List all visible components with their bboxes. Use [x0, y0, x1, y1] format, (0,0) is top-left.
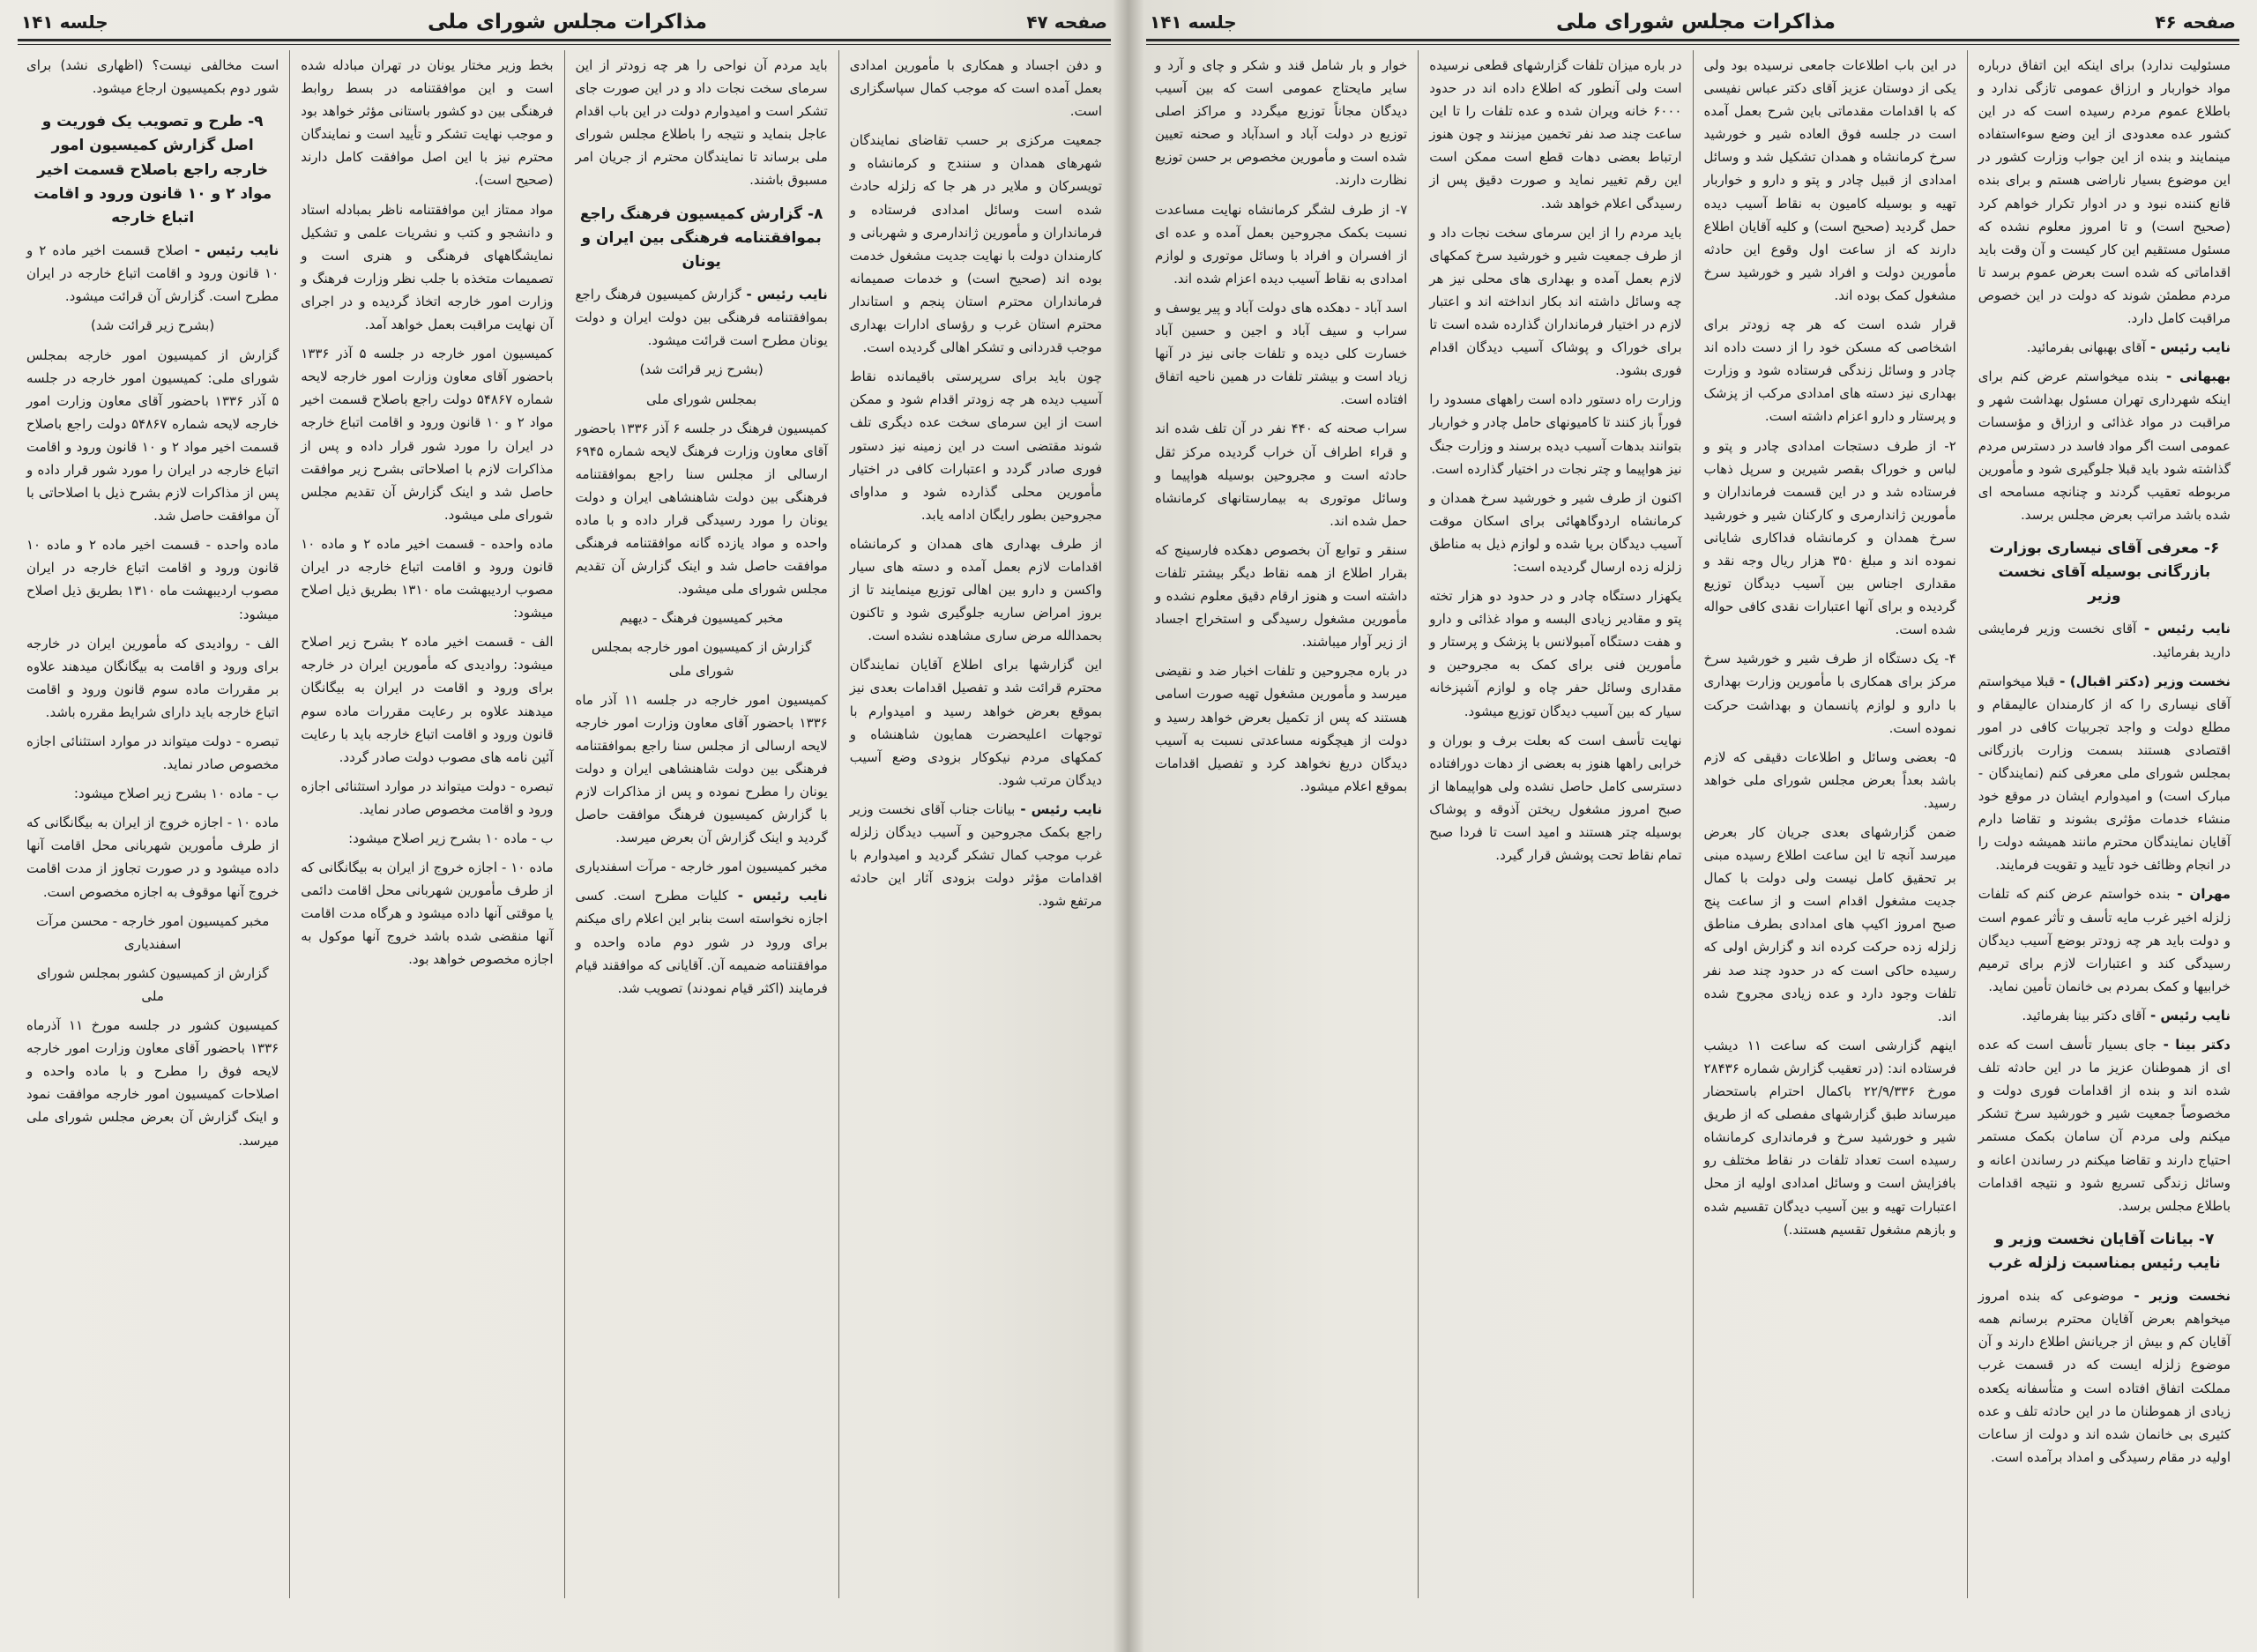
speaker-paragraph: بهبهانی - بنده میخواستم عرض کنم برای اینکه شهرداری تهران مسئول بهداشت شهر و مراقبت در مواد غذائی و ارزاق و مؤسسات عمومی است اگر مواد فاسد در دسترس مردم گذاشته شود باید قبلا جلوگیری شود و مأمورین مربوطه تعقیب گردند و چنانچه مسامحه ای شده باشد مراتب بعرض مجلس برسد. — [1978, 368, 2231, 523]
text-block: در باره میزان تلفات گزارشهای قطعی نرسیده است ولی آنطور که اطلاع داده اند در حدود ۶۰۰۰ خانه ویران شده و عده تلفات را تا این ساعت چند صد نفر تخمین میزنند و چون هنوز ارتباط بعضی دهات قطع است ممکن است این رقم تغییر نماید و صورت دقیق پس از رسیدگی اعلام خواهد شد. — [1429, 57, 1682, 212]
text-block: اسد آباد - دهکده های دولت آباد و پیر یوسف و سراب و سیف آباد و اجین و حسین آباد خسارت کلی دیده و تلفات جانی نیز در آنها زیاد است و بیشتر تلفات در همین ناحیه اتفاق افتاده است. — [1155, 299, 1408, 408]
text-block: ماده ۱۰ - اجازه خروج از ایران به بیگانگانی که از طرف مأمورین شهربانی محل اقامت آنها داده میشود و در صورت تجاوز از مدت اقامت خروج آنها موقوف به اجازه مخصوص است. — [26, 815, 279, 900]
text-block: ۲- از طرف دستجات امدادی چادر و پتو و لباس و خوراک بقصر شیرین و سرپل ذهاب فرستاده شد و در این قسمت فرمانداران و مأمورین ژاندارمری و کارکنان شیر و خورشید سرخ همدان و کرمانشاه فداکاری شایانی نموده اند و مبلغ ۳۵۰ هزار ریال وجه نقد و مقداری اجناس بین آسیب دیدگان توزیع گردیده و برای آنها اعتبارات نقدی کافی حواله شده است. — [1703, 437, 1956, 638]
speaker-name: مهران - — [2170, 886, 2231, 903]
masthead-title-right: مذاکرات مجلس شورای ملی — [1556, 11, 1836, 33]
text-block: نهایت تأسف است که بعلت برف و بوران و خرابی راهها هنوز به بعضی از دهات دورافتاده دسترسی کامل حاصل نشده ولی هواپیماها از صبح امروز مشغول ریختن آذوقه و پوشاک بوسیله چتر هستند و امید است تا فردا صبح تمام نقاط تحت پوشش قرار گیرد. — [1429, 732, 1682, 864]
text-block: و دفن اجساد و همکاری با مأمورین امدادی بعمل آمده است که موجب کمال سپاسگزاری است. — [849, 57, 1102, 120]
speaker-name: نایب رئیس - — [188, 242, 279, 259]
session-label-right: جلسه ۱۴۱ — [1150, 11, 1237, 33]
speaker-paragraph: نایب رئیس - آقای بهبهانی بفرمائید. — [2026, 339, 2231, 356]
text-block: اکنون از طرف شیر و خورشید سرخ همدان و کرمانشاه اردوگاههائی برای اسکان موقت آسیب دیدگان برپا شده و لوازم ذیل به مناطق زلزله زده ارسال گردیده است: — [1429, 489, 1682, 575]
page-number-right: صفحه ۴۶ — [2155, 11, 2236, 33]
text-column — [16, 50, 289, 1598]
text-block: سراب صحنه که ۴۴۰ نفر در آن تلف شده اند و قراء اطراف آن خراب گردیده مرکز ثقل حادثه است و مجروحین بوسیله هواپیما و وسائل موتوری به بیمارستانهای کرمانشاه حمل شده اند. — [1155, 420, 1408, 529]
text-block: یکهزار دستگاه چادر و در حدود دو هزار تخته پتو و مقادیر زیادی البسه و مواد غذائی و دارو و هفت دستگاه آمبولانس با پزشک و پرستار و مأمورین فنی برای کمک به مجروحین و مقداری وسائل حفر چاه و لوازم آشپزخانه سیار که بین آسیب دیدگان توزیع میشود. — [1429, 588, 1682, 719]
speaker-paragraph: مهران - بنده خواستم عرض کنم که تلفات زلزله اخیر غرب مایه تأسف و تأثر عموم است و دولت باید هر چه زودتر بوضع آسیب دیدگان رسیدگی کند و اعتبارات لازم برای ترمیم خرابیها و کمک بمردم بی خانمان تأمین نماید. — [1978, 886, 2231, 994]
centered-line: (بشرح زیر قرائت شد) — [639, 361, 764, 378]
speaker-name: نایب رئیس - — [2145, 1007, 2231, 1023]
text-block: است مخالفی نیست؟ (اظهاری نشد) برای شور دوم بکمیسیون ارجاع میشود. — [26, 57, 279, 97]
text-column — [1967, 50, 2241, 1598]
text-block: خوار و بار شامل قند و شکر و چای و آرد و سایر مایحتاج عمومی است که بین آسیب دیدگان مجاناً توزیع میگردد و مراکز اصلی توزیع در دولت آباد و اسدآباد و صحنه تعیین شده است و مأمورین مخصوص بر حسن توزیع نظارت دارند. — [1155, 57, 1408, 189]
header-rule-right — [1146, 39, 2239, 45]
text-block: در باره مجروحین و تلفات اخبار ضد و نقیضی میرسد و مأمورین مشغول تهیه صورت اسامی هستند که پس از تکمیل بعرض خواهد رسید و دولت از هیچگونه مساعدتی نسبت به آسیب دیدگان دریغ نخواهد کرد و تفصیل اقدامات بموقع اعلام میشود. — [1155, 663, 1408, 794]
text-block: ب - ماده ۱۰ بشرح زیر اصلاح میشود: — [73, 785, 279, 802]
centered-line: (بشرح زیر قرائت شد) — [91, 317, 215, 334]
text-block: الف - روادیدی که مأمورین ایران در خارجه برای ورود و اقامت به بیگانگان میدهند علاوه بر مقررات ماده سوم قانون ورود و اقامت اتباع خارجه باید دارای شرایط مقرره باشد. — [26, 635, 279, 720]
speaker-paragraph: نخست وزیر (دکتر اقبال) - قبلا میخواستم آقای نیساری را که از کارمندان عالیمقام و مطلع دولت و واجد تجربیات کافی در امور اقتصادی هستند بسمت وزارت بازرگانی بمجلس شورای ملی معرفی کنم (نمایندگان - مبارک است) و امیدوارم ایشان در موقع خود منشاء خدمات مؤثری بشوند و تقاضا دارم آقایان نمایندگان محترم مانند همیشه دولت را در انجام وظائف خود تأیید و تقویت فرمایند. — [1978, 673, 2231, 874]
speaker-name: نایب رئیس - — [2136, 621, 2231, 637]
page-header-left — [16, 9, 1113, 39]
speaker-paragraph: نایب رئیس - بیانات جناب آقای نخست وزیر راجع بکمک مجروحین و آسیب دیدگان زلزله غرب موجب کمال تشکر گردید و امیدوارم با اقدامات مؤثر دولت بزودی آثار این حادثه مرتفع شود. — [849, 800, 1102, 910]
text-column — [1693, 50, 1967, 1598]
text-block: ۵- بعضی وسائل و اطلاعات دقیقی که لازم باشد بعداً بعرض مجلس شورای ملی خواهد رسید. — [1703, 748, 1956, 811]
section-heading: ۹- طرح و تصویب یک فوریت و اصل گزارش کمیسیون امور خارجه راجع باصلاح قسمت اخیر مواد ۲ و ۱۰ قانون ورود و اقامت اتباع خارجه — [34, 113, 272, 227]
text-block: کمیسیون فرهنگ در جلسه ۶ آذر ۱۳۳۶ باحضور آقای معاون وزارت فرهنگ لایحه شماره ۶۹۴۵ ارسالی از مجلس سنا راجع بموافقتنامه فرهنگی بین دولت شاهنشاهی ایران و دولت یونان را مورد رسیدگی قرار داده و با ماده واحده و مواد یازده گانه موافقتنامه فرهنگی موافقت حاصل شد و اینک گزارش آن تقدیم مجلس شورای ملی میشود. — [575, 420, 828, 598]
speaker-name: نایب رئیس - — [1015, 800, 1102, 817]
text-block: این گزارشها برای اطلاع آقایان نمایندگان محترم قرائت شد و تفصیل اقدامات بعدی نیز بموقع بعرض خواهد رسید و امیدوارم با توجهات اعلیحضرت همایون شاهنشاه و کمکهای مردم نیکوکار بزودی وضع آسیب دیدگان مرتب شود. — [849, 657, 1102, 788]
page-header-right — [1144, 9, 2241, 39]
text-block: سنقر و توابع آن بخصوص دهکده فارسینج که بقرار اطلاع از همه نقاط دیگر بیشتر تلفات داشته است و هنوز ارقام دقیق معلوم نشده و مأمورین مشغول رسیدگی و استخراج اجساد از زیر آوار میباشند. — [1155, 541, 1408, 651]
text-block: چون باید برای سرپرستی باقیمانده نقاط آسیب دیده هر چه زودتر اقدام شود و ممکن است از این سرمای سخت عده دیگری تلف شوند مقتضی است در این زمینه نیز دستور فوری صادر گردد و اعتبارات کافی در اختیار مأمورین محلی گذارده شود و مداوای مجروحین بطور رایگان ادامه یابد. — [849, 368, 1102, 523]
text-block: کمیسیون کشور در جلسه مورخ ۱۱ آذرماه ۱۳۳۶ باحضور آقای معاون وزارت امور خارجه لایحه فوق را مطرح و با ماده واحده و اصلاحات کمیسیون امور خارجه موافقت نمود و اینک گزارش آن بعرض مجلس شورای ملی میرسد. — [26, 1017, 279, 1149]
speaker-name: نایب رئیس - — [728, 888, 828, 904]
speaker-paragraph: نایب رئیس - کلیات مطرح است. کسی اجازه نخواسته است بنابر این اعلام رای میکنم برای ورود در شور دوم ماده واحده و موافقتنامه ضمیمه آن. آقایانی که موافقند قیام فرمایند (اکثر قیام نمودند) تصویب شد. — [575, 888, 828, 996]
text-block: تبصره - دولت میتواند در موارد استثنائی اجازه مخصوص صادر نماید. — [26, 733, 279, 773]
speaker-paragraph: دکتر بینا - جای بسیار تأسف است که عده ای از هموطنان عزیز ما در این حادثه تلف شده اند و بنده از اقدامات فوری دولت و مخصوصاً جمعیت شیر و خورشید سرخ تشکر میکنم ولی مردم آن سامان بکمک مستمر احتیاج دارند و تقاضا میکنم در رساندن اعانه و وسائل زندگی تسریع شود و نتیجه اقدامات باطلاع مجلس برسد. — [1978, 1037, 2231, 1214]
text-block: کمیسیون امور خارجه در جلسه ۱۱ آذر ماه ۱۳۳۶ باحضور آقای معاون وزارت امور خارجه لایحه ارسالی از مجلس سنا راجع بموافقتنامه فرهنگی بین دولت شاهنشاهی ایران و دولت یونان را مطرح نموده و پس از مذاکرات لازم با گزارش کمیسیون فرهنگ موافقت حاصل گردید و اینک گزارش آن بعرض میرسد. — [575, 691, 828, 846]
centered-line: گزارش از کمیسیون امور خارجه بمجلس شورای ملی — [591, 639, 812, 679]
centered-line: بمجلس شورای ملی — [646, 391, 757, 407]
session-label-left: جلسه ۱۴۱ — [21, 11, 108, 33]
speaker-name: نایب رئیس - — [741, 286, 828, 303]
text-column — [1418, 50, 1692, 1598]
speaker-name: نخست وزیر (دکتر اقبال) - — [2054, 673, 2231, 689]
section-heading: ۷- بیانات آقایان نخست وزیر و نایب رئیس بمناسبت زلزله غرب — [1988, 1230, 2221, 1272]
columns-left — [16, 50, 1113, 1598]
page-right — [1128, 0, 2257, 1652]
speaker-name: نخست وزیر - — [2123, 1288, 2231, 1305]
text-column — [564, 50, 838, 1598]
text-column — [838, 50, 1113, 1598]
text-block: مسئولیت ندارد) برای اینکه این اتفاق درباره مواد خواربار و ارزاق عمومی تازگی ندارد و باطلاع عموم مردم رسیده است که در این کشور عده معدودی از این وضع سوءاستفاده مینمایند و بنده از این جواب وزارت کشور در این موضوع بسیار ناراضی هستم و برای بنده قانع کننده نبود و در ادوار تکرار خواهم کرد (صحیح است) و تا امروز معلوم نشده که مسئول مستقیم این کار کیست و آن وقت باید اقداماتی که شده است بعرض عموم برسد تا مردم مطمئن شوند که دولت در این خصوص مراقبت کامل دارد. — [1978, 57, 2231, 327]
speaker-paragraph: نخست وزیر - موضوعی که بنده امروز میخواهم بعرض آقایان محترم برسانم همه آقایان کم و بیش از جریانش اطلاع دارند و آن موضوع زلزله ایست که در قسمت غرب مملکت اتفاق افتاده است و متأسفانه یکعده زیادی از هموطنان ما در این حادثه تلف و عده کثیری بی خانمان شده اند و دولت از ساعات اولیه در مقام رسیدگی و امداد برآمده است. — [1978, 1288, 2231, 1465]
text-block: ماده واحده - قسمت اخیر ماده ۲ و ماده ۱۰ قانون ورود و اقامت اتباع خارجه در ایران مصوب اردیبهشت ماه ۱۳۱۰ بطریق ذیل اصلاح میشود: — [26, 537, 279, 622]
text-block: باید مردم را از این سرمای سخت نجات داد و از طرف جمعیت شیر و خورشید سرخ کمکهای لازم بعمل آمده و بهداری های محلی نیز هر چه وسائل داشته اند بکار انداخته اند و اعتبار لازم در اختیار فرمانداران گذارده شده است تا برای خوراک و پوشاک آسیب دیدگان اقدام فوری بشود. — [1429, 224, 1682, 379]
text-block: ماده ۱۰ - اجازه خروج از ایران به بیگانگانی که از طرف مأمورین شهربانی محل اقامت دائمی یا موقتی آنها داده میشود و هرگاه مدت اقامت آنها منقضی شده باشد خروج آنها موکول به اجازه مخصوص خواهد بود. — [301, 859, 554, 968]
text-block: از طرف بهداری های همدان و کرمانشاه اقدامات لازم بعمل آمده و دسته های سیار واکسن و دارو بین اهالی توزیع مینمایند تا از بروز امراض ساریه جلوگیری شود و تاکنون بحمدالله مرض ساری مشاهده نشده است. — [849, 535, 1102, 644]
text-block: ۴- یک دستگاه از طرف شیر و خورشید سرخ مرکز برای همکاری با مأمورین وزارت بهداری با دارو و لوازم پانسمان و بهداشت حرکت نموده است. — [1703, 651, 1956, 736]
masthead-title-left: مذاکرات مجلس شورای ملی — [428, 11, 707, 33]
text-block: گزارش از کمیسیون امور خارجه بمجلس شورای ملی: کمیسیون امور خارجه در جلسه ۵ آذر ۱۳۳۶ باحضور آقای معاون وزارت امور خارجه لایحه شماره ۵۴۸۶۷ دولت راجع باصلاح قسمت اخیر مواد ۲ و ۱۰ قانون ورود و اقامت اتباع خارجه در ایران را مورد شور قرار داده و پس از مذاکرات لازم بشرح ذیل با اصلاحاتی با آن موافقت حاصل شد. — [26, 346, 279, 525]
text-block: اینهم گزارشی است که ساعت ۱۱ دیشب فرستاده اند: (در تعقیب گزارش شماره ۲۸۴۳۶ مورخ ۲۲/۹/۳۳۶ باکمال احترام باستحضار میرساند طبق گزارشهای مفصلی که از طریق شیر و خورشید سرخ و فرمانداری کرمانشاه رسیده است تعداد تلفات در نقاط مختلف رو بافزایش است و وسائل امدادی اولیه از محل اعتبارات تهیه و بین آسیب دیدگان تقسیم شده و بازهم مشغول تقسیم هستند.) — [1703, 1037, 1956, 1238]
speaker-name: دکتر بینا - — [2156, 1037, 2231, 1053]
speaker-paragraph: نایب رئیس - اصلاح قسمت اخیر ماده ۲ و ۱۰ قانون ورود و اقامت اتباع خارجه در ایران مطرح است. گزارش آن قرائت میشود. — [26, 242, 279, 305]
section-heading: ۶- معرفی آقای نیساری بوزارت بازرگانی بوسیله آقای نخست وزیر — [1989, 539, 2220, 606]
text-block: تبصره - دولت میتواند در موارد استثنائی اجازه ورود و اقامت مخصوص صادر نماید. — [301, 778, 554, 817]
text-block: بخط وزیر مختار یونان در تهران مبادله شده است و این موافقتنامه در بسط روابط فرهنگی بین دو کشور باستانی مؤثر خواهد بود و موجب نهایت تشکر و تأیید است و نمایندگان محترم نیز با این اصل موافقت کامل دارند (صحیح است). — [301, 57, 554, 189]
section-heading: ۸- گزارش کمیسیون فرهنگ راجع بموافقتنامه فرهنگی بین ایران و یونان — [579, 205, 823, 271]
text-block: الف - قسمت اخیر ماده ۲ بشرح زیر اصلاح میشود: روادیدی که مأمورین ایران در خارجه برای ورود و اقامت در ایران به بیگانگان میدهند علاوه بر رعایت مقررات ماده سوم قانون ورود و اقامت اتباع خارجه باید با رعایت آئین نامه های مصوب دولت صادر گردد. — [301, 634, 554, 765]
page-number-left: صفحه ۴۷ — [1026, 11, 1107, 33]
speaker-paragraph: نایب رئیس - گزارش کمیسیون فرهنگ راجع بموافقتنامه فرهنگی بین دولت ایران و دولت یونان مطرح است قرائت میشود. — [575, 286, 828, 349]
text-column — [1144, 50, 1418, 1598]
speaker-paragraph: نایب رئیس - آقای نخست وزیر فرمایشی دارید بفرمائید. — [1978, 621, 2231, 660]
text-block: باید مردم آن نواحی را هر چه زودتر از این سرمای سخت نجات داد و در این صورت جای تشکر است و امیدوارم دولت در این باب اقدام عاجل بنماید و نتیجه را باطلاع مجلس شورای ملی برساند تا نمایندگان محترم از جریان امر مسبوق باشند. — [575, 57, 828, 189]
speaker-name: بهبهانی - — [2158, 368, 2231, 385]
speaker-name: نایب رئیس - — [2145, 339, 2231, 356]
speaker-paragraph: نایب رئیس - آقای دکتر بینا بفرمائید. — [2022, 1007, 2231, 1023]
centered-line: مخبر کمیسیون امور خارجه - محسن مرآت اسفندیاری — [35, 912, 270, 952]
page-left — [0, 0, 1128, 1652]
text-block: ۷- از طرف لشگر کرمانشاه نهایت مساعدت نسبت بکمک مجروحین بعمل آمده و عده ای از افسران و افراد با وسائل موتوری و لوازم امدادی به نقاط آسیب دیده اعزام شده اند. — [1155, 201, 1408, 286]
text-column — [289, 50, 563, 1598]
centered-line: گزارش از کمیسیون کشور بمجلس شورای ملی — [36, 964, 269, 1004]
text-block: ماده واحده - قسمت اخیر ماده ۲ و ماده ۱۰ قانون ورود و اقامت اتباع خارجه در ایران مصوب اردیبهشت ماه ۱۳۱۰ بطریق ذیل اصلاح میشود: — [301, 535, 554, 621]
text-block: جمعیت مرکزی بر حسب تقاضای نمایندگان شهرهای همدان و سنندج و کرمانشاه و تویسرکان و ملایر در هر جا که زلزله حادث شده است وسائل امدادی فرستاده و فرمانداران و مأمورین ژاندارمری و شهربانی و کارمندان دولت با نهایت جدیت مشغول خدمت بوده اند (صحیح است) و خدمات صمیمانه فرمانداران محترم استان پنجم و استاندار محترم استان غرب و رؤسای ادارات بهداری موجب قدردانی و تشکر اهالی گردیده است. — [849, 132, 1102, 356]
header-rule-left — [18, 39, 1111, 45]
text-block: ضمن گزارشهای بعدی جریان کار بعرض میرسد آنچه تا این ساعت اطلاع رسیده مبنی بر تحقیق کامل نیست ولی دولت با کمال جدیت مشغول اقدام است و از ساعت پنج صبح امروز اکیپ های امدادی بطرف مناطق زلزله زده حرکت کرده اند و گزارش اولی که رسیده حاکی است که در حدود چند صد نفر تلفات وجود دارد و عده زیادی مجروح شده اند. — [1703, 824, 1956, 1024]
text-block: در این باب اطلاعات جامعی نرسیده بود ولی یکی از دوستان عزیز آقای دکتر عباس نفیسی که با اقدامات مقدماتی باین شرح بعمل آمده است در جلسه فوق العاده شیر و خورشید سرخ کرمانشاه و همدان تشکیل شد و وسائل امدادی از قبیل چادر و پتو و دارو و خواربار تهیه و بوسیله کامیون به نقاط آسیب دیده حمل گردید (صحیح است) و کلیه آقایان اطلاع دارند که از ساعت اول وقوع این حادثه مأمورین دولت و افراد شیر و خورشید سرخ مشغول کمک بوده اند. — [1703, 57, 1956, 303]
columns-right — [1144, 50, 2241, 1598]
centered-line: مخبر کمیسیون فرهنگ - دیهیم — [619, 610, 784, 627]
text-block: قرار شده است که هر چه زودتر برای اشخاصی که مسکن خود را از دست داده اند چادر و وسائل زندگی فرستاده شود و وزارت بهداری نیز دسته های امدادی مرکب از پزشک و پرستار و دارو اعزام داشته است. — [1703, 316, 1956, 425]
centered-line: مخبر کمیسیون امور خارجه - مرآت اسفندیاری — [575, 859, 828, 875]
text-block: مواد ممتاز این موافقتنامه ناظر بمبادله استاد و دانشجو و کتب و نشریات علمی و تشکیل نمایشگاههای فرهنگی و هنری است و تصمیمات متخذه با جلب نظر وزارت فرهنگ و وزارت امور خارجه اتخاذ گردیده و در اجرای آن نهایت مراقبت بعمل خواهد آمد. — [301, 201, 554, 333]
text-block: ب - ماده ۱۰ بشرح زیر اصلاح میشود: — [348, 830, 554, 846]
text-block: کمیسیون امور خارجه در جلسه ۵ آذر ۱۳۳۶ باحضور آقای معاون وزارت امور خارجه لایحه شماره ۵۴۸۶۷ دولت راجع باصلاح قسمت اخیر مواد ۲ و ۱۰ قانون ورود و اقامت اتباع خارجه در ایران را مورد شور قرار داده و پس از مذاکرات لازم با اصلاحاتی بشرح زیر موافقت حاصل شد و اینک گزارش آن تقدیم مجلس شورای ملی میشود. — [301, 346, 554, 523]
text-block: وزارت راه دستور داده است راههای مسدود را فوراً باز کنند تا کامیونهای حامل چادر و خواربار بتوانند بدهات آسیب دیده برسند و وزارت جنگ نیز هواپیما و چتر نجات در اختیار گذارده است. — [1429, 391, 1682, 477]
